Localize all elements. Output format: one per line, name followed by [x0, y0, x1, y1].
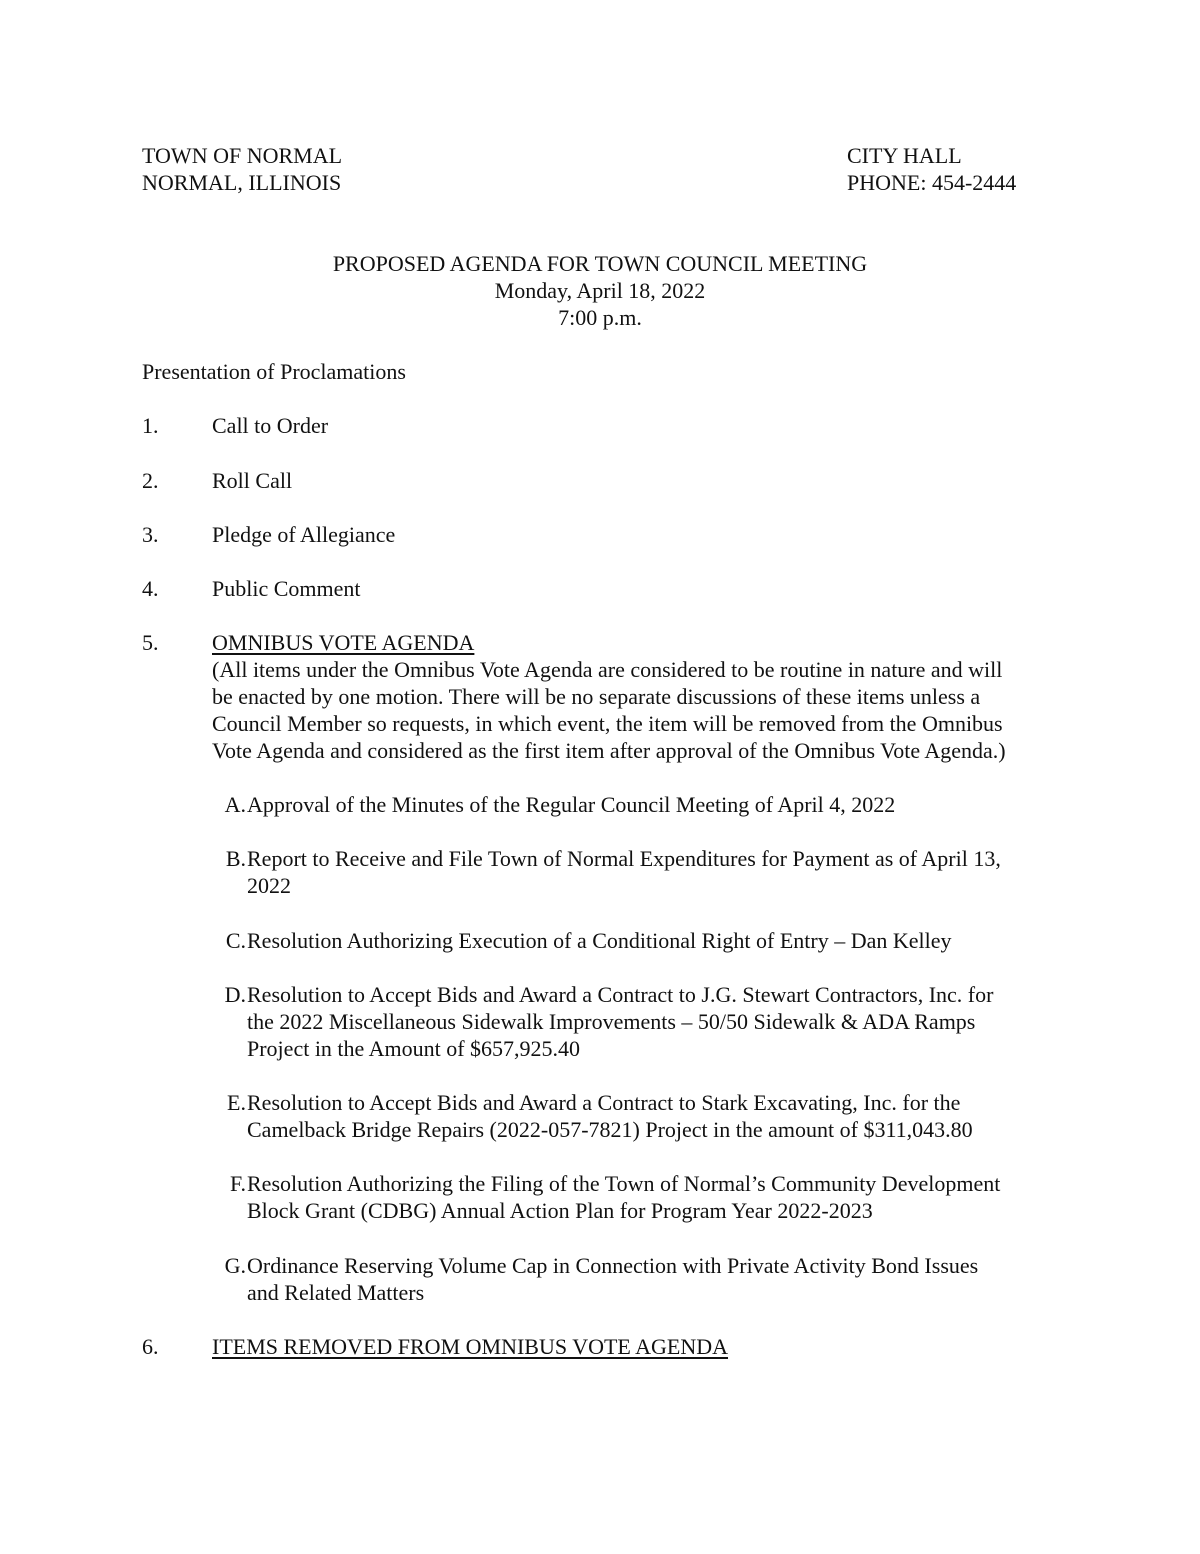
office-name: CITY HALL — [847, 143, 962, 168]
subitem-text — [247, 1252, 978, 1306]
item-number: 5. — [142, 630, 159, 655]
subitem-line: Report to Receive and File Town of Normal Expenditures for Payment as of April 13, — [247, 846, 1001, 871]
subitem-text — [247, 1170, 1000, 1224]
item-number: 6. — [142, 1334, 159, 1359]
subitem-line: Project in the Amount of $657,925.40 — [247, 1036, 581, 1061]
item-label: ITEMS REMOVED FROM OMNIBUS VOTE AGENDA — [212, 1334, 729, 1359]
subitem-letter: F. — [230, 1171, 246, 1196]
subitem-text — [247, 791, 895, 818]
subitem-letter: E. — [227, 1090, 246, 1115]
subitem-line: the 2022 Miscellaneous Sidewalk Improvements – 50/50 Sidewalk & ADA Ramps — [247, 1009, 976, 1034]
subitem-line: Resolution to Accept Bids and Award a Contract to Stark Excavating, Inc. for the — [247, 1090, 961, 1115]
subitem-line: Resolution to Accept Bids and Award a Contract to J.G. Stewart Contractors, Inc. for — [247, 982, 994, 1007]
subitem-line: Approval of the Minutes of the Regular Council Meeting of April 4, 2022 — [247, 792, 896, 817]
subitem-line: Resolution Authorizing Execution of a Conditional Right of Entry – Dan Kelley — [247, 928, 952, 953]
item-label: Roll Call — [212, 468, 293, 493]
subitem-letter: D. — [224, 982, 246, 1007]
subitem-letter: C. — [225, 928, 246, 953]
item-number: 3. — [142, 522, 159, 547]
agenda-title: PROPOSED AGENDA FOR TOWN COUNCIL MEETING — [332, 251, 868, 276]
meeting-time: 7:00 p.m. — [558, 305, 642, 330]
omnibus-note-line: Vote Agenda and considered as the first item after approval of the Omnibus Vote Agenda.) — [212, 738, 1006, 763]
presentation-of-proclamations: Presentation of Proclamations — [142, 359, 406, 384]
item-number: 1. — [142, 413, 159, 438]
subitem-letter: G. — [224, 1253, 246, 1278]
subitem-letter: A. — [224, 792, 246, 817]
omnibus-note — [212, 656, 1006, 764]
subitem-line: Resolution Authorizing the Filing of the Town of Normal’s Community Development — [247, 1171, 1001, 1196]
subitem-line: and Related Matters — [247, 1280, 425, 1305]
header-left — [142, 142, 342, 196]
subitem-text — [247, 981, 993, 1062]
item-label: OMNIBUS VOTE AGENDA — [212, 630, 475, 655]
item-number: 2. — [142, 468, 159, 493]
item-label: Call to Order — [212, 413, 329, 438]
meeting-date: Monday, April 18, 2022 — [494, 278, 706, 303]
header-right — [847, 142, 1016, 196]
subitem-text — [247, 845, 1001, 899]
subitem-line: Block Grant (CDBG) Annual Action Plan for Program Year 2022-2023 — [247, 1198, 873, 1223]
subitem-text — [247, 927, 952, 954]
agenda-title-block — [0, 250, 1200, 331]
item-label: Pledge of Allegiance — [212, 522, 396, 547]
subitem-letter: B. — [225, 846, 246, 871]
subitem-line: Ordinance Reserving Volume Cap in Connection with Private Activity Bond Issues — [247, 1253, 979, 1278]
item-label: Public Comment — [212, 576, 361, 601]
subitem-text — [247, 1089, 973, 1143]
omnibus-note-line: (All items under the Omnibus Vote Agenda are considered to be routine in nature and will — [212, 657, 1003, 682]
town-name: TOWN OF NORMAL — [142, 143, 343, 168]
town-location: NORMAL, ILLINOIS — [142, 170, 342, 195]
office-phone: PHONE: 454-2444 — [847, 170, 1017, 195]
subitem-line: Camelback Bridge Repairs (2022-057-7821) Project in the amount of $311,043.80 — [247, 1117, 973, 1142]
omnibus-note-line: be enacted by one motion. There will be no separate discussions of these items unless a — [212, 684, 981, 709]
subitem-line: 2022 — [247, 873, 291, 898]
omnibus-note-line: Council Member so requests, in which event, the item will be removed from the Omnibus — [212, 711, 1003, 736]
item-number: 4. — [142, 576, 159, 601]
